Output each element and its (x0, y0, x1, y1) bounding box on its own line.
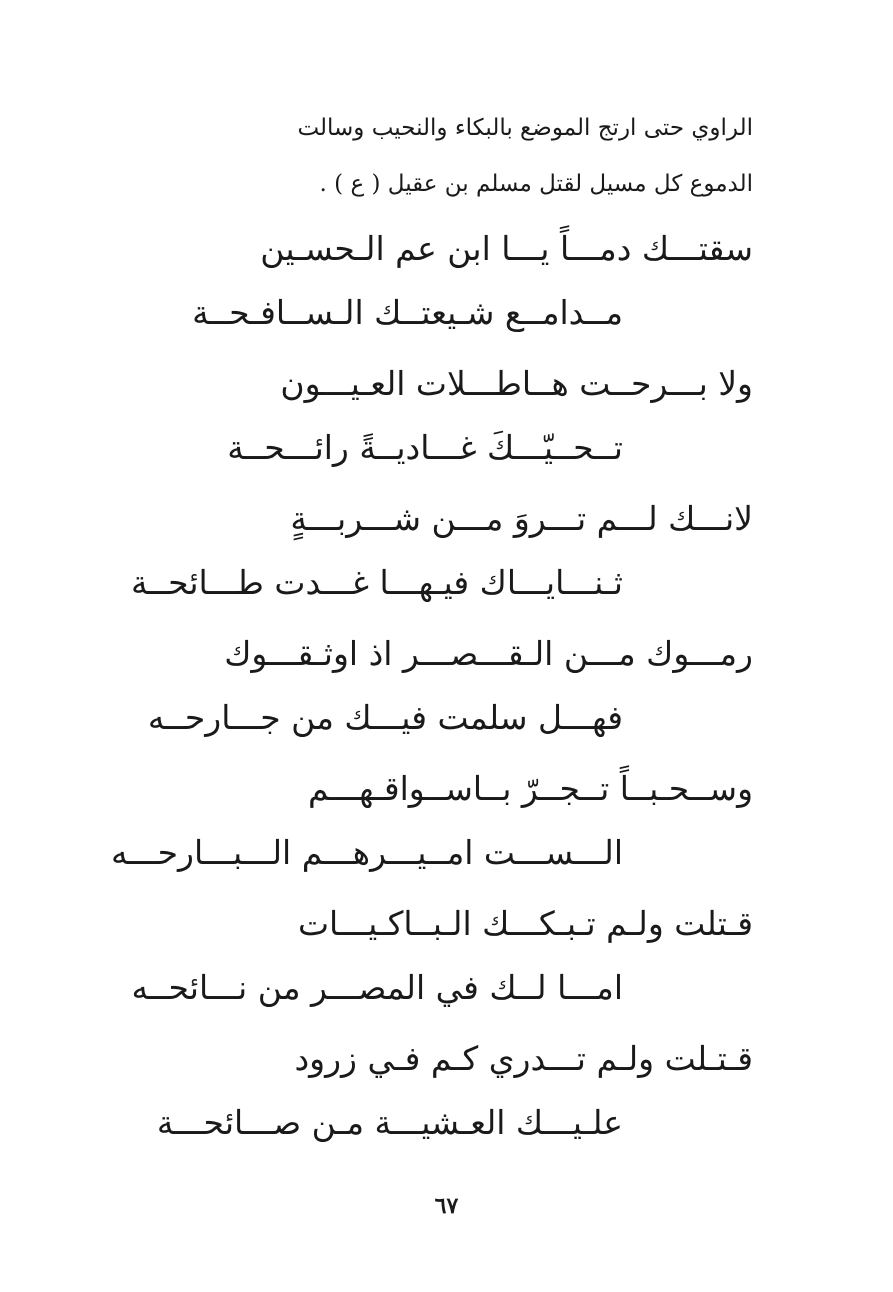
prose-line-2: الدموع كل مسيل لقتل مسلم بن عقيل ( ع ) . (319, 171, 753, 197)
verse (110, 762, 753, 897)
verse-second-hemistich: امـــا لــك في المصـــر من نـــائحــه (131, 968, 623, 1007)
prose-paragraph (130, 100, 753, 212)
verse-first-hemistich: ولا بـــرحــت هــاطـــلات العـيـــون (280, 364, 753, 403)
poem (110, 222, 753, 1167)
verse-first-hemistich: سقتـــك دمـــاً يـــا ابن عم الـحسـين (260, 229, 753, 268)
verse-first-hemistich: قـتـلت ولـم تـــدري كـم فـي زرود (294, 1039, 753, 1078)
verse-second-hemistich: فهـــل سلمت فيـــك من جـــارحــه (147, 698, 623, 737)
page-number: ٦٧ (434, 1193, 459, 1219)
verse-second-hemistich: ثـنـــايـــاك فيـهـــا غـــدت طـــائحــة (131, 563, 623, 602)
prose-line-1: الراوي حتى ارتج الموضع بالبكاء والنحيب وسالت (297, 115, 753, 141)
verse (130, 897, 753, 1032)
verse (130, 222, 753, 357)
verse-second-hemistich: مــدامــع شـيعتــك الـســافـحــة (192, 293, 623, 332)
verse-first-hemistich: وســحـبــاً تــجــرّ بــاســواقـهـــم (308, 769, 753, 808)
verse-second-hemistich: تــحــيّـــكَ غـــاديــةً رائـــحــة (227, 428, 623, 467)
verse (130, 627, 753, 762)
verse-first-hemistich: لانـــك لـــم تـــروَ مـــن شـــربـــةٍ (290, 499, 753, 538)
verse-second-hemistich: علـيـــك العـشيـــة مـن صـــائحـــة (156, 1103, 623, 1142)
verse-first-hemistich: رمـــوك مـــن الـقـــصـــر اذ اوثـقـــوك (224, 634, 753, 673)
verse (130, 1032, 753, 1167)
verse-second-hemistich: الـــســـت امــيـــرهـــم الـــبـــارحـــه (110, 833, 623, 872)
verse-first-hemistich: قـتلت ولـم تـبـكـــك الـبــاكـيـــات (297, 904, 753, 943)
verse (130, 492, 753, 627)
verse (130, 357, 753, 492)
